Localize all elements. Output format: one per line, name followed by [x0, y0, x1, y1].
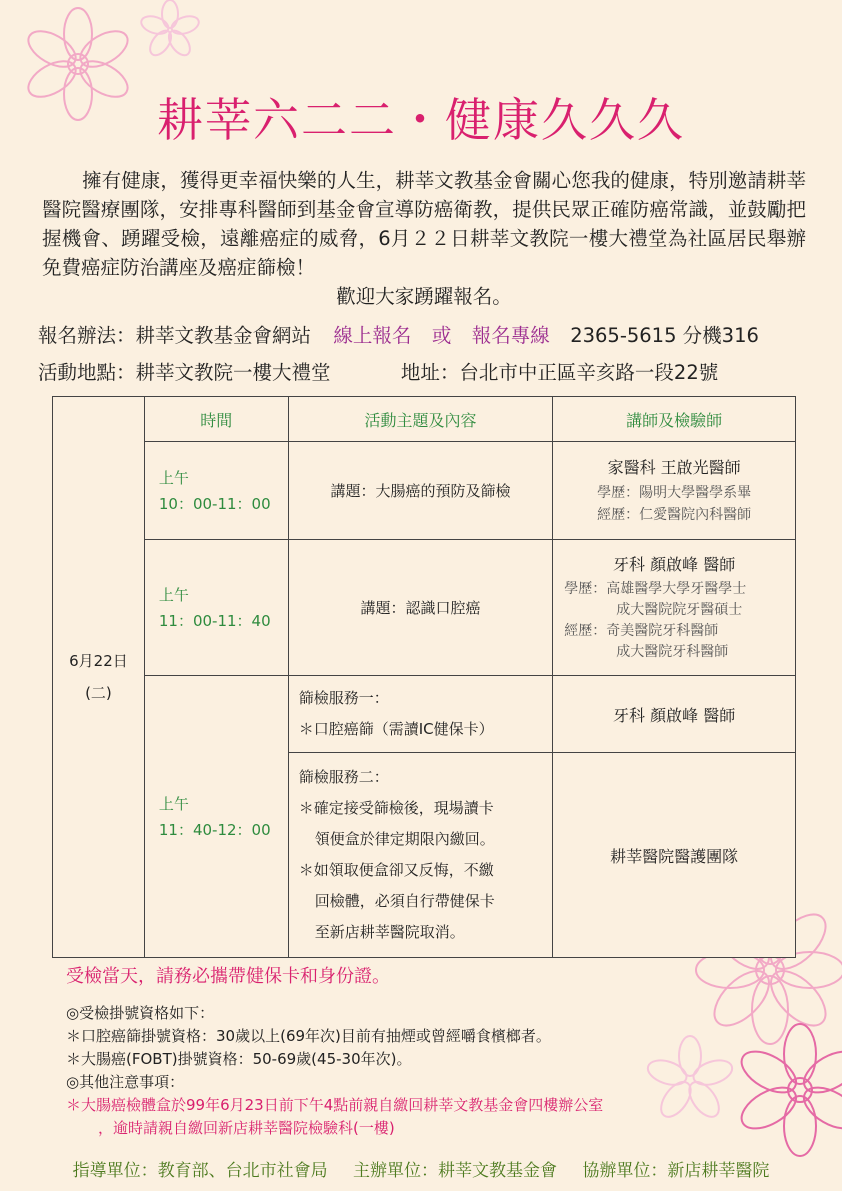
lecturer-education: 學歷：陽明大學醫學系畢: [597, 485, 752, 501]
time-range: 10：00-11：00: [158, 494, 271, 513]
lecturer-experience-2: 成大醫院牙科醫師: [616, 644, 729, 660]
venue-line: [38, 357, 718, 385]
lecturer-name: 牙科 顏啟峰 醫師: [613, 555, 736, 574]
time-range: 11：00-11：40: [158, 611, 271, 630]
oral-eligibility: ＊口腔癌篩掛號資格：30歲以上(69年次)目前有抽煙或曾經嚼食檳榔者。: [66, 1027, 551, 1045]
service2-title: 篩檢服務二：: [298, 768, 389, 786]
other-notes-title: ◎其他注意事項：: [66, 1073, 185, 1091]
registration-line: [38, 320, 759, 348]
page-title: 耕莘六二二・健康久久久: [157, 93, 685, 147]
service2-line: 回檢體，必須自行帶健保卡: [314, 892, 495, 910]
service2-cell: [288, 753, 553, 958]
registration-label: 報名辦法：耕莘文教基金會網站: [38, 324, 312, 347]
colon-eligibility: ＊大腸癌(FOBT)掛號資格：50-69歲(45-30年次)。: [66, 1050, 412, 1068]
event-date: 6月22日: [69, 652, 128, 670]
venue-label: 活動地點：耕莘文教院一樓大禮堂: [38, 361, 331, 384]
online-registration-link[interactable]: 線上報名: [333, 324, 412, 347]
reminder-text: 受檢當天，請務必攜帶健保卡和身份證。: [66, 966, 390, 987]
registration-phone: 2365-5615 分機316: [570, 324, 759, 347]
table-header-row: [53, 397, 796, 442]
registration-hotline: 報名專線: [471, 324, 550, 347]
service1-item: ＊口腔癌篩（需讀IC健保卡）: [298, 720, 494, 738]
service2-line: 領便盒於律定期限內繳回。: [314, 830, 495, 848]
service2-line: ＊如領取便盒卻又反悔，不繳: [298, 861, 494, 879]
intro-closing: 歡迎大家踴躍報名。: [336, 285, 512, 308]
lecturer-cell: [553, 540, 796, 676]
service2-line: 至新店耕莘醫院取消。: [314, 923, 465, 941]
event-weekday: (二): [85, 684, 112, 702]
time-cell: [144, 676, 288, 958]
topic-cell: 講題：認識口腔癌: [288, 540, 553, 676]
registration-or: 或: [431, 324, 452, 347]
lecturer-experience: 經歷：奇美醫院牙科醫師: [564, 623, 719, 639]
footer: [0, 1156, 842, 1181]
eligibility-title: ◎受檢掛號資格如下：: [66, 1004, 215, 1022]
period-label: 上午: [158, 468, 189, 487]
header-topic: 活動主題及內容: [288, 397, 553, 442]
table-row: [53, 442, 796, 540]
schedule-table: [52, 396, 796, 958]
lecturer-cell: [553, 442, 796, 540]
period-label: 上午: [158, 794, 189, 813]
lecturer-education-2: 成大醫院院牙醫碩士: [616, 602, 743, 618]
intro-body: 擁有健康，獲得更幸福快樂的人生，耕莘文教基金會關心您我的健康，特別邀請耕莘醫院醫療團隊，安排專科醫師到基金會宣導防癌衛教，提供民眾正確防癌常識，並鼓勵把握機會、踴躍受檢，遠離癌症的威脅，6月２２日耕莘文教院一樓大禮堂為社區居民舉辦免費癌症防治講座及癌症篩檢！: [42, 169, 806, 279]
service1-cell: [288, 676, 553, 753]
lecturer-education: 學歷：高雄醫學大學牙醫學士: [564, 581, 747, 597]
time-cell: [144, 442, 288, 540]
topic-cell: 講題：大腸癌的預防及篩檢: [288, 442, 553, 540]
lecturer-name: 家醫科 王啟光醫師: [607, 458, 741, 477]
period-label: 上午: [158, 585, 189, 604]
table-row: [53, 540, 796, 676]
table-row: [53, 676, 796, 753]
lecturer-experience: 經歷：仁愛醫院內科醫師: [597, 507, 752, 523]
notes-section: [66, 1002, 603, 1140]
service2-staff: 耕莘醫院醫護團隊: [553, 753, 796, 958]
service1-title: 篩檢服務一：: [298, 689, 389, 707]
guidance-unit: 指導單位：教育部、台北市社會局: [72, 1161, 328, 1181]
time-range: 11：40-12：00: [158, 820, 271, 839]
service1-staff: 牙科 顏啟峰 醫師: [553, 676, 796, 753]
return-note-1: ＊大腸癌檢體盒於99年6月23日前下午4點前親自繳回耕莘文教基金會四樓辦公室: [66, 1096, 604, 1114]
header-time: 時間: [144, 397, 288, 442]
date-cell: [53, 397, 145, 958]
organizer-unit: 主辦單位：耕莘文教基金會: [353, 1161, 557, 1181]
intro-paragraph: [42, 166, 806, 311]
header-lecturer: 講師及檢驗師: [553, 397, 796, 442]
venue-address: 地址：台北市中正區辛亥路一段22號: [400, 361, 719, 384]
return-note-2: ，逾時請親自繳回新店耕莘醫院檢驗科(一樓): [98, 1119, 395, 1137]
co-organizer-unit: 協辦單位：新店耕莘醫院: [582, 1161, 770, 1181]
service2-line: ＊確定接受篩檢後，現場讀卡: [298, 799, 494, 817]
time-cell: [144, 540, 288, 676]
